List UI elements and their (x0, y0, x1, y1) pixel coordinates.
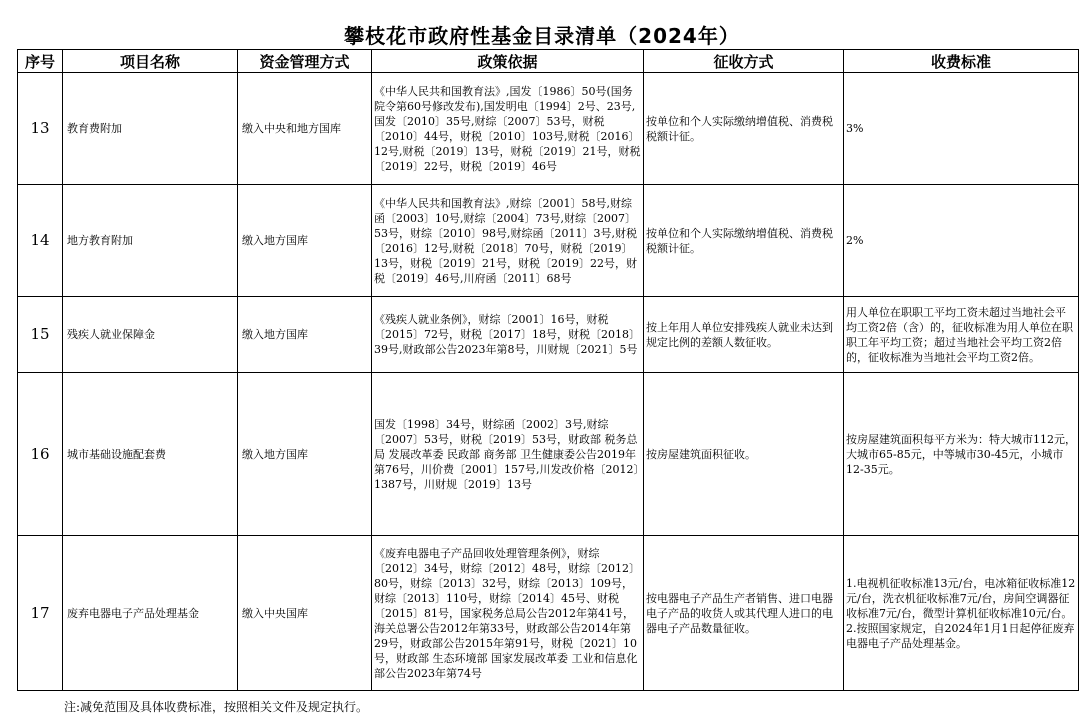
row-policy: 《废弃电器电子产品回收处理管理条例》，财综〔2012〕34号，财综〔2012〕48号，财综〔2012〕80号，财综〔2013〕32号，财综〔2013〕109号，财综〔2013〕110号，财综〔2014〕45号、财税〔2015〕81号，国家税务总局公告2012年第41号，海关总署公告2012年第33号，财政部公告2014年第29号，财政部公告2015年第91号，财税〔2021〕10号，财政部 生态环境部 国家发展改革委 工业和信息化部公告2023年第74号 (372, 536, 644, 691)
row-name: 残疾人就业保障金 (63, 297, 238, 373)
row-name: 教育费附加 (63, 73, 238, 185)
row-management: 缴入中央和地方国库 (238, 73, 372, 185)
header-no: 序号 (18, 50, 63, 73)
table-row (18, 297, 1079, 373)
header-method: 征收方式 (644, 50, 844, 73)
row-standard: 用人单位在职职工平均工资未超过当地社会平均工资2倍（含）的，征收标准为用人单位在职职工年平均工资；超过当地社会平均工资2倍的，征收标准为当地社会平均工资2倍。 (844, 297, 1079, 373)
row-method: 按上年用人单位安排残疾人就业未达到规定比例的差额人数征收。 (644, 297, 844, 373)
row-method: 按单位和个人实际缴纳增值税、消费税税额计征。 (644, 73, 844, 185)
footnote: 注:减免范围及具体收费标准，按照相关文件及规定执行。 (64, 700, 369, 714)
header-name: 项目名称 (63, 50, 238, 73)
row-standard: 按房屋建筑面积每平方米为：特大城市112元，大城市65-85元，中等城市30-45元，小城市12-35元。 (844, 373, 1079, 536)
row-standard: 2% (844, 185, 1079, 297)
standard-line: 2.按照国家规定，自2024年1月1日起停征废弃电器电子产品处理基金。 (846, 621, 1075, 650)
table-row (18, 185, 1079, 297)
row-no: 15 (18, 297, 63, 373)
row-policy: 《中华人民共和国教育法》,财综〔2001〕58号,财综函〔2003〕10号,财综〔2004〕73号,财综〔2007〕53号，财综〔2010〕98号,财综函〔2011〕3号,财税〔2016〕12号,财税〔2018〕70号，财税〔2019〕13号，财税〔2019〕21号，财税〔2019〕22号，财税〔2019〕46号,川府函〔2011〕68号 (372, 185, 644, 297)
table-header-row (18, 50, 1079, 73)
page-title: 攀枝花市政府性基金目录清单（2024年） (344, 24, 740, 48)
row-management: 缴入中央国库 (238, 536, 372, 691)
header-management: 资金管理方式 (238, 50, 372, 73)
table-row (18, 536, 1079, 691)
header-standard: 收费标准 (844, 50, 1079, 73)
header-policy: 政策依据 (372, 50, 644, 73)
row-method: 按房屋建筑面积征收。 (644, 373, 844, 536)
table-row (18, 73, 1079, 185)
row-policy: 国发〔1998〕34号，财综函〔2002〕3号,财综〔2007〕53号，财税〔2019〕53号，财政部 税务总局 发展改革委 民政部 商务部 卫生健康委公告2019年第76号，川价费〔2001〕157号,川发改价格〔2012〕1387号，川财规〔2019〕13号 (372, 373, 644, 536)
row-name: 地方教育附加 (63, 185, 238, 297)
row-policy: 《残疾人就业条例》，财综〔2001〕16号，财税〔2015〕72号，财税〔2017〕18号，财税〔2018〕39号,财政部公告2023年第8号，川财规〔2021〕5号 (372, 297, 644, 373)
row-no: 16 (18, 373, 63, 536)
row-method: 按单位和个人实际缴纳增值税、消费税税额计征。 (644, 185, 844, 297)
row-method: 按电器电子产品生产者销售、进口电器电子产品的收货人或其代理人进口的电器电子产品数量征收。 (644, 536, 844, 691)
row-management: 缴入地方国库 (238, 297, 372, 373)
row-management: 缴入地方国库 (238, 373, 372, 536)
row-name: 废弃电器电子产品处理基金 (63, 536, 238, 691)
row-management: 缴入地方国库 (238, 185, 372, 297)
row-no: 13 (18, 73, 63, 185)
row-name: 城市基础设施配套费 (63, 373, 238, 536)
table-row (18, 373, 1079, 536)
fund-table (17, 49, 1079, 691)
row-standard (844, 536, 1079, 691)
standard-line: 1.电视机征收标准13元/台，电冰箱征收标准12元/台，洗衣机征收标准7元/台，房间空调器征收标准7元/台，微型计算机征收标准10元/台。 (846, 576, 1076, 620)
row-policy: 《中华人民共和国教育法》,国发〔1986〕50号(国务院令第60号修改发布),国发明电〔1994〕2号、23号,国发〔2010〕35号,财综〔2007〕53号，财税〔2010〕44号，财税〔2010〕103号,财税〔2016〕12号,财税〔2019〕13号，财税〔2019〕21号，财税〔2019〕22号，财税〔2019〕46号 (372, 73, 644, 185)
row-no: 14 (18, 185, 63, 297)
row-no: 17 (18, 536, 63, 691)
row-standard: 3% (844, 73, 1079, 185)
